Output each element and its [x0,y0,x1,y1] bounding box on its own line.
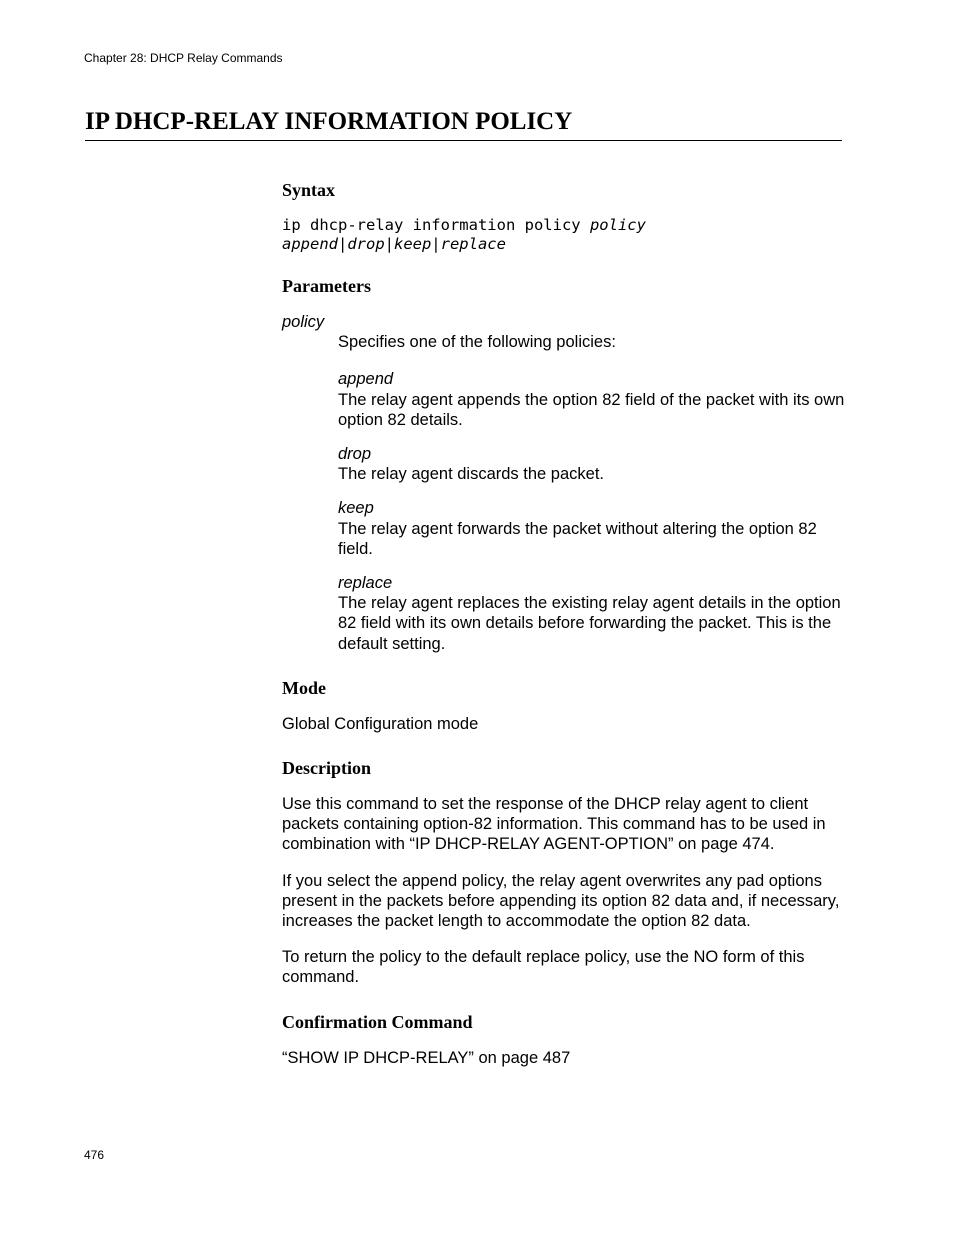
option-desc: The relay agent replaces the existing relay agent details in the option 82 field with its own details before forwarding the packet. This is the default setting. [338,594,841,653]
option-keep [338,498,847,559]
option-desc: The relay agent discards the packet. [338,465,604,484]
syntax-command: ip dhcp-relay information policy [282,216,590,234]
confirmation-heading: Confirmation Command [282,1011,473,1032]
parameter-intro: Specifies one of the following policies: [338,333,616,352]
option-append [338,369,847,430]
confirmation-link[interactable]: “SHOW IP DHCP-RELAY” on page 487 [282,1048,571,1067]
parameter-name: policy [282,313,325,331]
page-title: IP DHCP-RELAY INFORMATION POLICY [85,106,842,141]
page-number: 476 [84,1148,105,1162]
option-name: drop [338,445,372,464]
option-desc: The relay agent forwards the packet without altering the option 82 field. [338,519,817,558]
option-drop [338,444,847,484]
syntax-heading: Syntax [282,180,336,200]
running-header: Chapter 28: DHCP Relay Commands [84,51,283,65]
description-heading: Description [282,758,371,779]
syntax-values: append|drop|keep|replace [282,235,506,253]
description-paragraph: If you select the append policy, the relay agent overwrites any pad options present in the packets before appending its option 82 data and, if necessary, increases the packet length to accommodate the option 82 data. [282,871,840,931]
syntax-arg: policy [589,216,646,234]
syntax-block [282,216,847,254]
option-name: keep [338,499,374,518]
option-name: replace [338,574,393,593]
description-paragraph: Use this command to set the response of the DHCP relay agent to client packets containing option-82 information. This command has to be used in combination with “IP DHCP-RELAY AGENT-OPTION” on page 474. [282,795,826,854]
parameters-heading: Parameters [282,276,371,296]
mode-heading: Mode [282,677,326,698]
option-replace [338,573,847,654]
description-paragraph: To return the policy to the default replace policy, use the NO form of this command. [282,948,805,987]
option-name: append [338,370,394,389]
mode-text: Global Configuration mode [282,714,479,733]
command-body [282,176,847,1068]
option-desc: The relay agent appends the option 82 field of the packet with its own option 82 details. [338,390,845,429]
